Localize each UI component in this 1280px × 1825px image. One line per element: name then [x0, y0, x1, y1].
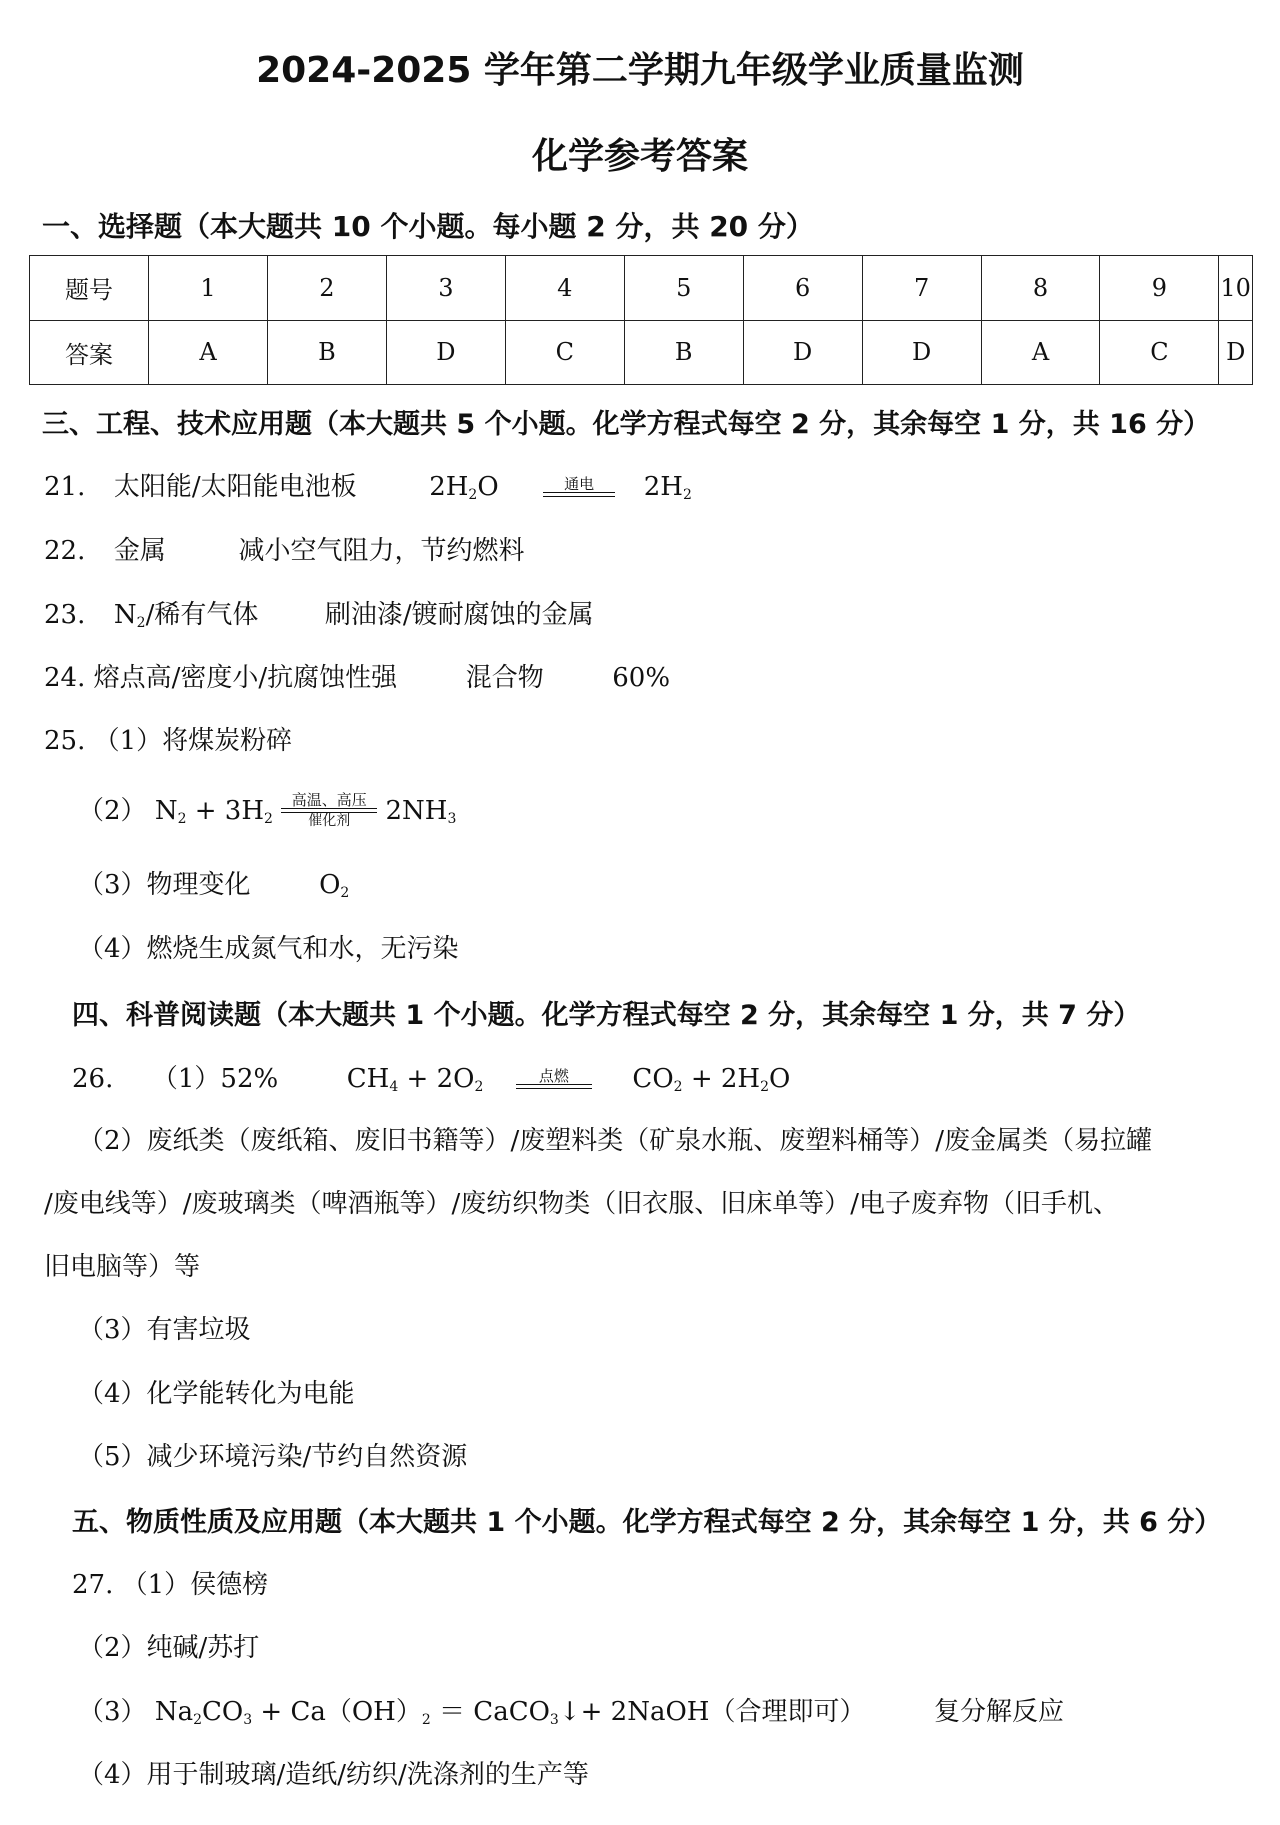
- answer-text: 熔点高/密度小/抗腐蚀性强: [93, 663, 398, 693]
- question-number: 1: [149, 256, 268, 321]
- answer-cell: D: [743, 320, 862, 385]
- section3-heading: 三、工程、技术应用题（本大题共 5 个小题。化学方程式每空 2 分，其余每空 1 分，共 16 分）: [42, 409, 1211, 440]
- answer-21: [44, 466, 692, 503]
- answer-text: 刷油漆/镀耐腐蚀的金属: [324, 600, 594, 630]
- question-number: 26.: [72, 1064, 114, 1094]
- question-number: 9: [1100, 256, 1219, 321]
- section1-heading: 一、选择题（本大题共 10 个小题。每小题 2 分，共 20 分）: [42, 210, 814, 243]
- answer-27-part3: [78, 1691, 1064, 1728]
- question-number: 8: [981, 256, 1100, 321]
- answer-26-part2-line1: （2）废纸类（废纸箱、废旧书籍等）/废塑料类（矿泉水瓶、废塑料桶等）/废金属类（易拉罐: [78, 1126, 1153, 1156]
- answer-26-part4: （4）化学能转化为电能: [78, 1379, 355, 1409]
- question-number: 7: [862, 256, 981, 321]
- answer-27-part1: [72, 1564, 268, 1601]
- question-number: 3: [386, 256, 505, 321]
- answer-cell: D: [862, 320, 981, 385]
- equation-reactants: $N_2 + 3H_2$: [154, 796, 273, 827]
- question-number: 22.: [44, 536, 86, 566]
- equation-product: $2NH_3$: [385, 796, 457, 827]
- answer-22: [44, 530, 524, 567]
- table-row: [30, 256, 1253, 321]
- question-number: 21.: [44, 472, 86, 502]
- answer-25-part3: [78, 864, 349, 901]
- answer-26-part5: （5）减少环境污染/节约自然资源: [78, 1442, 468, 1472]
- answer-text: $O_2$: [319, 870, 350, 901]
- answer-text: $N_2/$稀有气体: [113, 600, 259, 631]
- answer-cell: C: [1100, 320, 1219, 385]
- answer-text: 金属: [113, 536, 166, 566]
- answer-23: [44, 594, 594, 631]
- exam-title: 2024-2025 学年第二学期九年级学业质量监测: [256, 50, 1024, 91]
- question-number: 4: [505, 256, 624, 321]
- answer-25-part4: [78, 928, 459, 965]
- table-row-label: 答案: [30, 320, 149, 385]
- question-number: 24.: [44, 663, 86, 693]
- question-number: 5: [624, 256, 743, 321]
- answer-25-part2: [78, 790, 456, 829]
- equation-reactants: $CH_4 + 2O_2$: [346, 1064, 484, 1095]
- answer-text: （1）侯德榜: [121, 1570, 269, 1600]
- answer-cell: A: [149, 320, 268, 385]
- question-number: 10: [1219, 256, 1253, 321]
- part-label: （3）: [78, 1697, 147, 1727]
- equation-reactant: $2H_2O$: [429, 472, 499, 503]
- reaction-type: 复分解反应: [934, 1697, 1065, 1727]
- answer-cell: B: [624, 320, 743, 385]
- equation-products: $CO_2 + 2H_2O$: [632, 1064, 791, 1095]
- answer-cell: D: [1219, 320, 1253, 385]
- answer-24: [44, 657, 670, 694]
- answer-text: 减小空气阻力，节约燃料: [238, 536, 525, 566]
- answer-text: 混合物: [465, 663, 544, 693]
- answer-26-part1: [72, 1058, 790, 1095]
- table-row: [30, 320, 1253, 385]
- question-number: 2: [268, 256, 387, 321]
- section5-heading: 五、物质性质及应用题（本大题共 1 个小题。化学方程式每空 2 分，其余每空 1 分，共 6 分）: [72, 1507, 1222, 1538]
- answer-text: 太阳能/太阳能电池板: [113, 472, 357, 502]
- answer-25-part1: [44, 720, 292, 757]
- answer-text: （4）燃烧生成氮气和水，无污染: [78, 934, 459, 964]
- answer-text: （1）52%: [151, 1064, 279, 1094]
- reaction-condition: 高温、高压 催化剂: [281, 792, 377, 829]
- answer-cell: A: [981, 320, 1100, 385]
- reaction-condition: 通电: [543, 476, 615, 497]
- answer-text: （1）将煤炭粉碎: [93, 726, 293, 756]
- equation: $Na_2CO_3 + Ca(OH)_2$ ＝ CaCO$_3$↓+ 2NaOH（合理即可）: [154, 1697, 866, 1728]
- table-row-label: 题号: [30, 256, 149, 321]
- exam-subtitle: 化学参考答案: [531, 136, 748, 177]
- section4-heading: 四、科普阅读题（本大题共 1 个小题。化学方程式每空 2 分，其余每空 1 分，共 7 分）: [72, 1000, 1141, 1031]
- answer-26-part2-line3: 旧电脑等）等: [44, 1252, 201, 1282]
- answer-text: 60%: [612, 663, 671, 693]
- answer-cell: C: [505, 320, 624, 385]
- answer-26-part3: （3）有害垃圾: [78, 1315, 251, 1345]
- answer-27-part2: （2）纯碱/苏打: [78, 1633, 260, 1663]
- question-number: 27.: [72, 1570, 114, 1600]
- answer-table: [29, 255, 1253, 385]
- reaction-condition: 点燃: [516, 1068, 592, 1089]
- answer-cell: D: [386, 320, 505, 385]
- answer-text: （3）物理变化: [78, 870, 251, 900]
- question-number: 25.: [44, 726, 86, 756]
- answer-27-part4: （4）用于制玻璃/造纸/纺织/洗涤剂的生产等: [78, 1760, 589, 1790]
- answer-cell: B: [268, 320, 387, 385]
- part-label: （2）: [78, 796, 147, 826]
- question-number: 6: [743, 256, 862, 321]
- equation-product: $2H_2$: [643, 472, 692, 503]
- question-number: 23.: [44, 600, 86, 630]
- answer-26-part2-line2: /废电线等）/废玻璃类（啤酒瓶等）/废纺织物类（旧衣服、旧床单等）/电子废弃物（旧手机、: [44, 1189, 1120, 1219]
